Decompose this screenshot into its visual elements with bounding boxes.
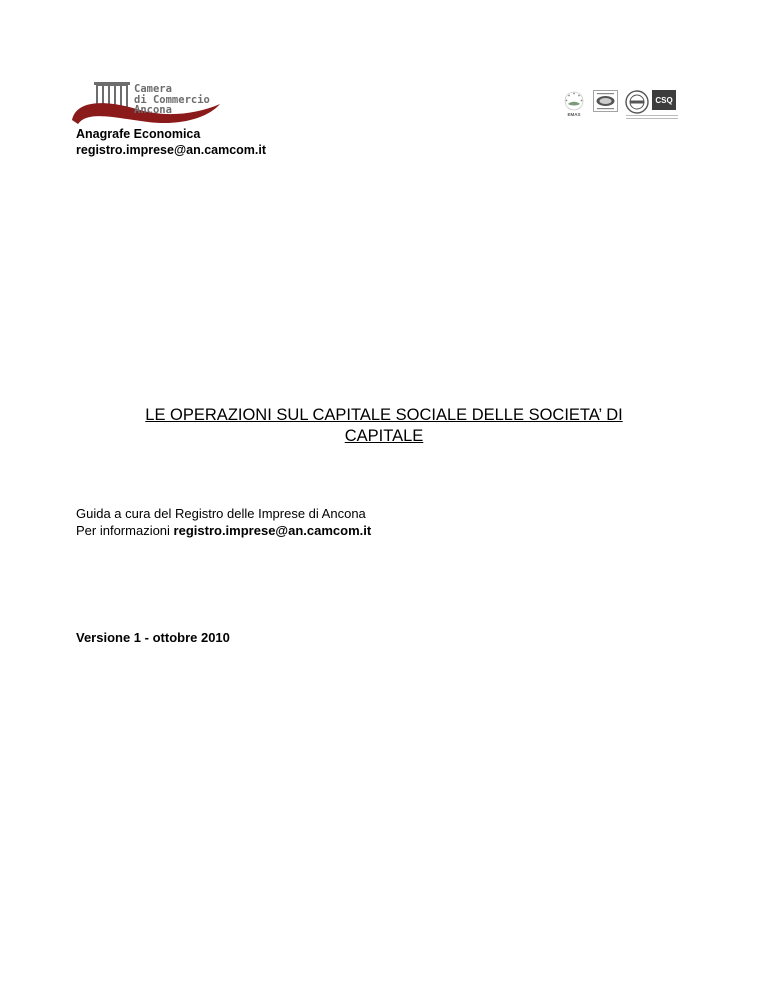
info-prefix: Per informazioni: [76, 523, 174, 538]
logo-line-2: di Commercio: [134, 93, 210, 106]
title-line-2: CAPITALE: [344, 427, 424, 445]
csq-certification-badge: [652, 90, 676, 110]
info-email: registro.imprese@an.camcom.it: [173, 523, 372, 538]
header-email: registro.imprese@an.camcom.it: [76, 143, 267, 157]
iqnet-certification-badge: [625, 90, 649, 114]
guide-info-line: [76, 522, 371, 539]
page-title: [60, 405, 708, 447]
quality-certification-badge: [593, 90, 618, 112]
department-name: Anagrafe Economica: [76, 127, 201, 141]
csq-label: CSQ: [655, 96, 673, 105]
guide-author-line: Guida a cura del Registro delle Imprese di Ancona: [76, 506, 366, 521]
logo-line-3: Ancona: [134, 104, 172, 116]
logo-line-1: Camera: [134, 83, 172, 95]
emas-label: EMAS: [567, 112, 581, 117]
guide-info: [76, 505, 371, 539]
version-label: Versione 1 - ottobre 2010: [76, 630, 230, 645]
emas-certification-badge: [562, 90, 586, 120]
certification-caption-placeholder: [626, 115, 678, 119]
title-line-1: LE OPERAZIONI SUL CAPITALE SOCIALE DELLE SOCIETA’ DI: [145, 406, 623, 424]
header-block: [76, 126, 266, 158]
